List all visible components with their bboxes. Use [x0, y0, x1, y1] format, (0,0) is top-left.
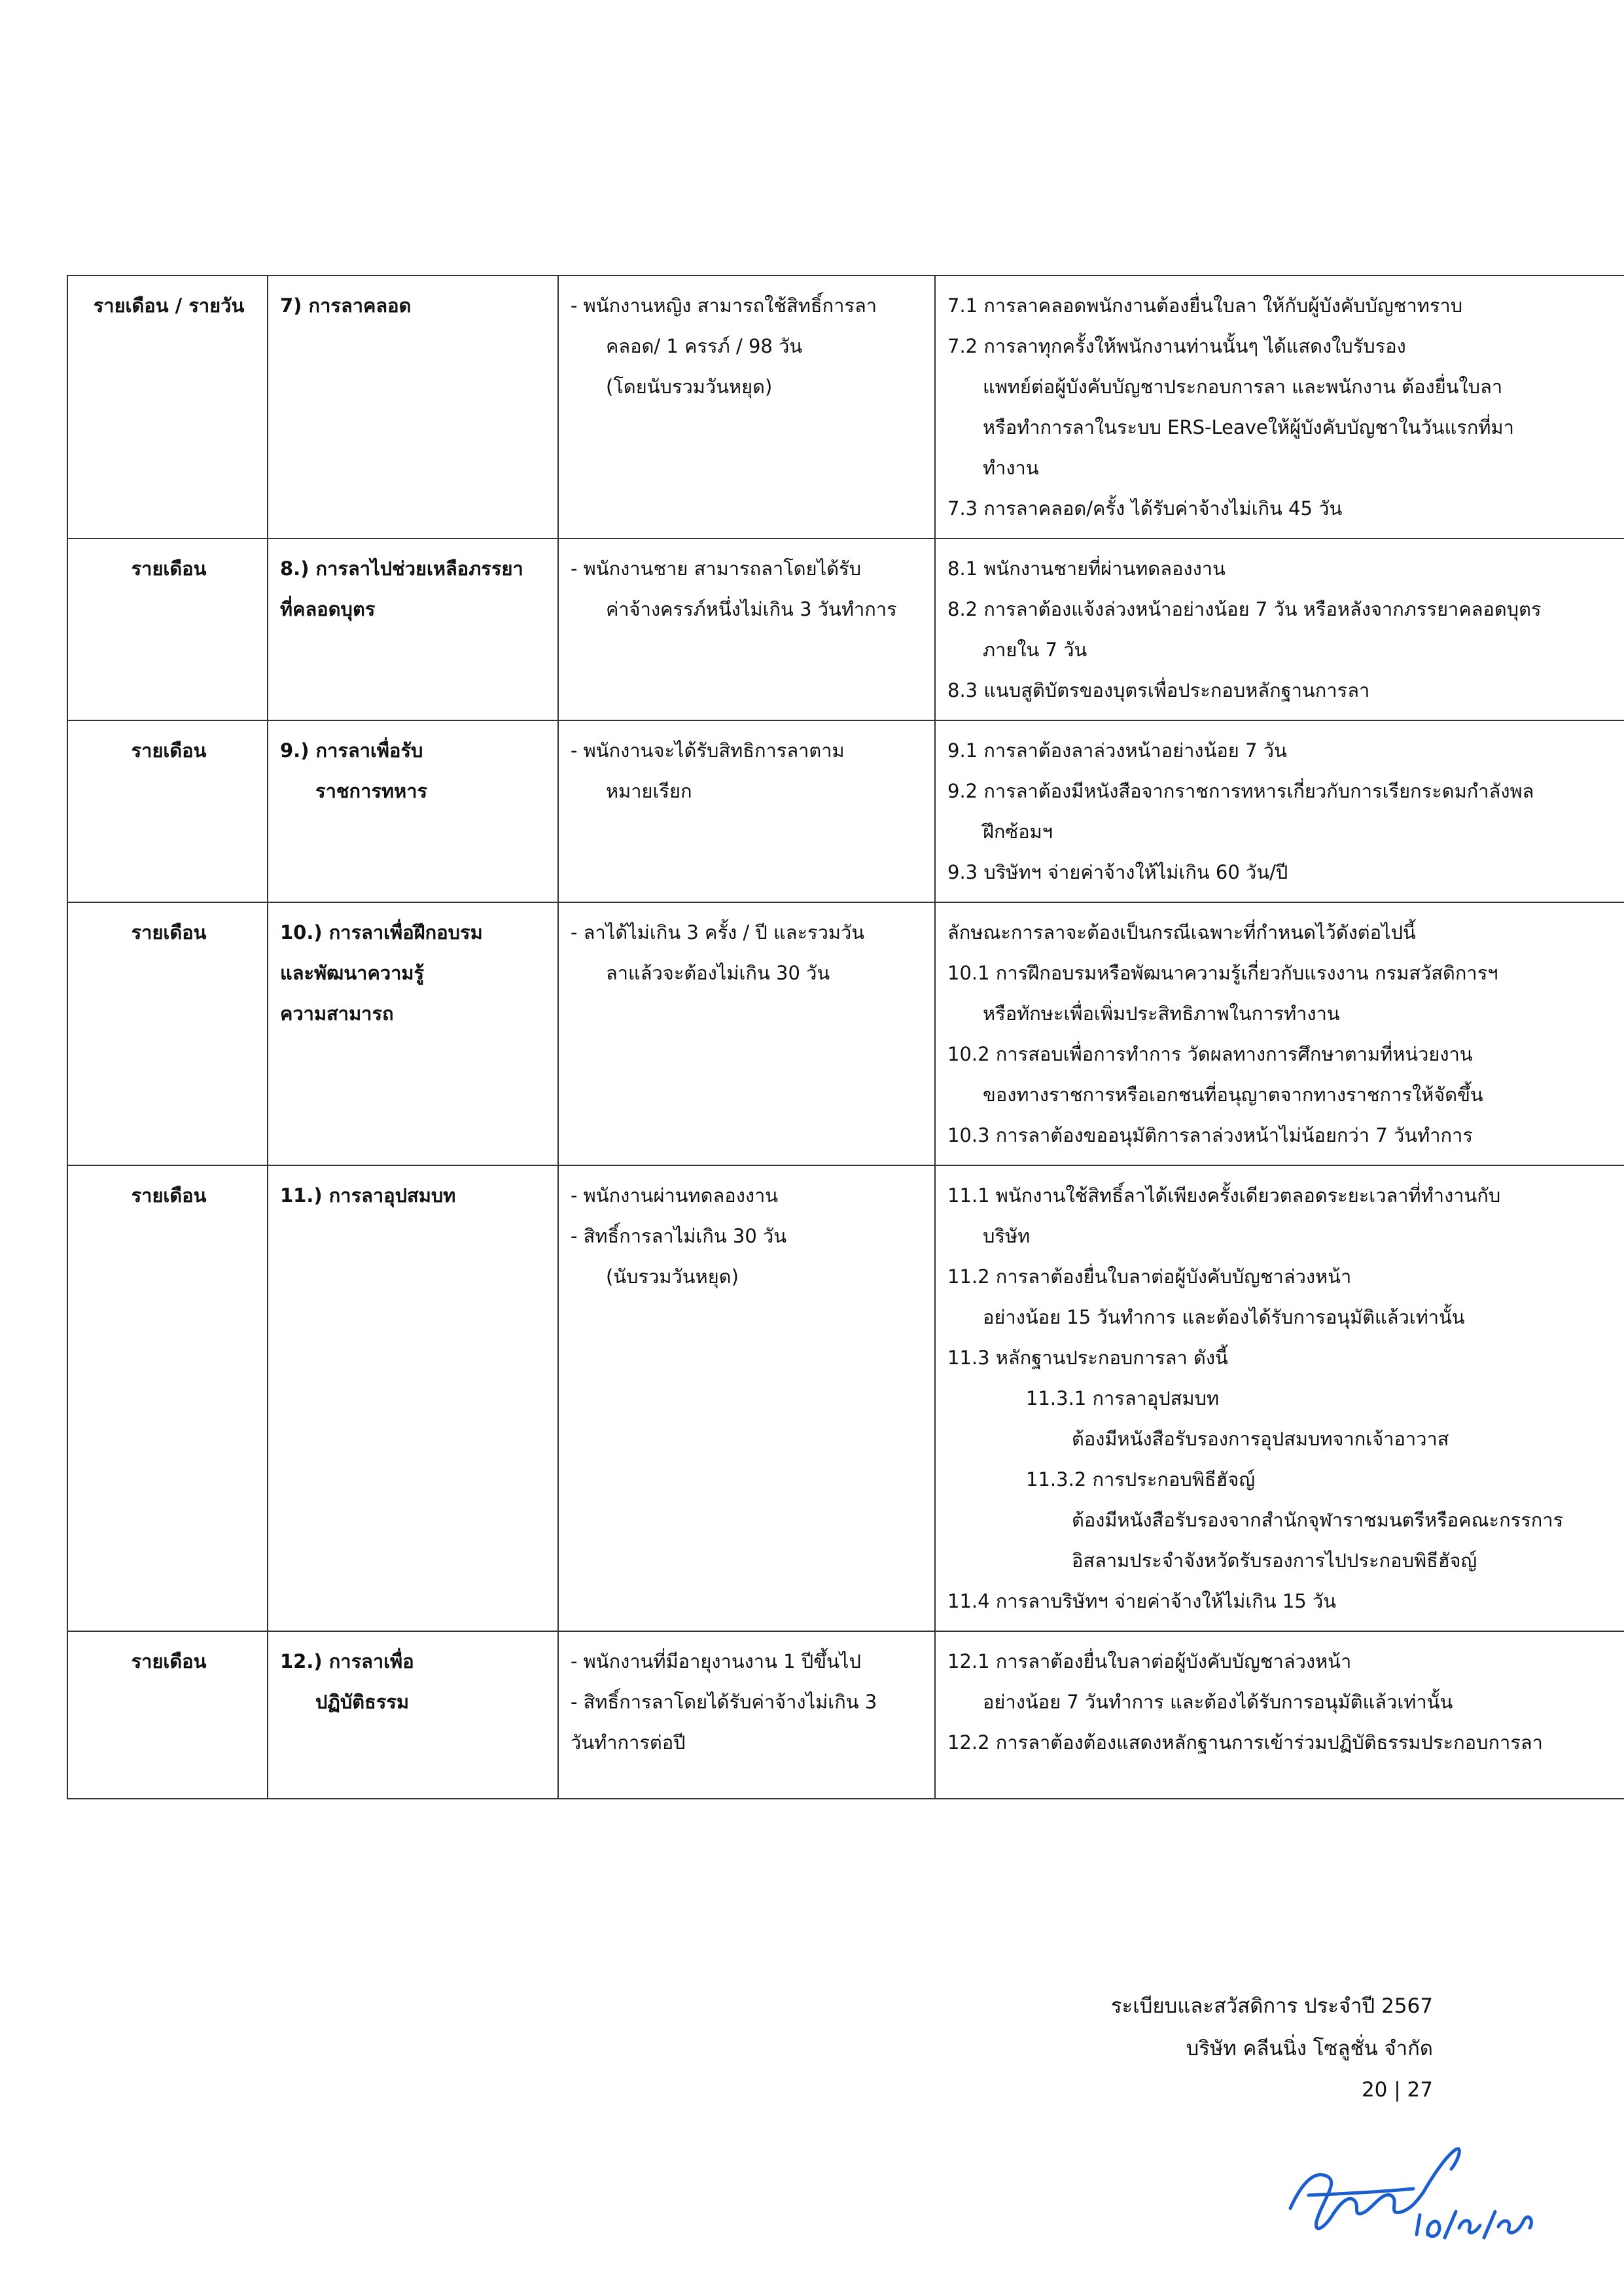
rights-cell — [558, 902, 935, 1165]
rights-line: - พนักงานหญิง สามารถใช้สิทธิ์การลา — [571, 294, 877, 317]
rights-cell — [558, 720, 935, 902]
condition-line: ของทางราชการหรือเอกชนที่อนุญาตจากทางราชการให้จัดขึ้น — [983, 1084, 1483, 1106]
leave-type: 9.) การลาเพื่อรับ — [280, 739, 423, 762]
rights-line: วันทำการต่อปี — [571, 1731, 686, 1754]
condition-line: 8.1 พนักงานชายที่ผ่านทดลองงาน — [947, 557, 1226, 580]
condition-line: 8.3 แนบสูติบัตรของบุตรเพื่อประกอบหลักฐานการลา — [947, 679, 1370, 701]
leave-type: ปฏิบัติธรรม — [315, 1691, 410, 1713]
table-row — [67, 720, 1624, 902]
condition-line: บริษัท — [983, 1225, 1031, 1247]
pay-type-cell — [67, 275, 268, 539]
condition-line: 9.1 การลาต้องลาล่วงหน้าอย่างน้อย 7 วัน — [947, 739, 1287, 762]
conditions-cell — [935, 275, 1624, 539]
rights-line: - สิทธิ์การลาโดยได้รับค่าจ้างไม่เกิน 3 — [571, 1691, 877, 1713]
condition-line: ทำงาน — [983, 457, 1039, 479]
pay-type: รายเดือน — [131, 1650, 207, 1672]
rights-line: - พนักงานผ่านทดลองงาน — [571, 1184, 779, 1207]
leave-type-cell — [268, 275, 558, 539]
conditions-cell — [935, 902, 1624, 1165]
leave-type: 11.) การลาอุปสมบท — [280, 1184, 456, 1207]
leave-policy-table — [67, 275, 1624, 1799]
condition-line: 10.3 การลาต้องขออนุมัติการลาล่วงหน้าไม่น้อยกว่า 7 วันทำการ — [947, 1124, 1473, 1146]
leave-type: 7) การลาคลอด — [280, 294, 412, 317]
table-row — [67, 275, 1624, 539]
leave-type: ราชการทหาร — [315, 780, 428, 802]
rights-line: (โดยนับรวมวันหยุด) — [606, 376, 773, 398]
pay-type: รายเดือน — [131, 921, 207, 944]
condition-line: 11.4 การลาบริษัทฯ จ่ายค่าจ้างให้ไม่เกิน 15 วัน — [947, 1590, 1337, 1612]
pay-type: รายเดือน / รายวัน — [93, 294, 245, 317]
rights-line: - ลาได้ไม่เกิน 3 ครั้ง / ปี และรวมวัน — [571, 921, 865, 944]
table-row — [67, 902, 1624, 1165]
condition-line: 11.2 การลาต้องยื่นใบลาต่อผู้บังคับบัญชาล่วงหน้า — [947, 1265, 1352, 1288]
table-row — [67, 1165, 1624, 1631]
rights-cell — [558, 1165, 935, 1631]
pay-type: รายเดือน — [131, 557, 207, 580]
pay-type: รายเดือน — [131, 739, 207, 762]
rights-line: - พนักงานชาย สามารถลาโดยได้รับ — [571, 557, 862, 580]
pay-type-cell — [67, 1631, 268, 1799]
condition-line: 7.3 การลาคลอด/ครั้ง ได้รับค่าจ้างไม่เกิน 45 วัน — [947, 497, 1343, 520]
condition-line: 11.3.2 การประกอบพิธีฮัจญ์ — [1026, 1468, 1256, 1491]
footer-company: บริษัท คลีนนิ่ง โซลูชั่น จำกัด — [1186, 2037, 1433, 2060]
pay-type-cell — [67, 902, 268, 1165]
condition-line: 7.1 การลาคลอดพนักงานต้องยื่นใบลา ให้กับผู้บังคับบัญชาทราบ — [947, 294, 1463, 317]
condition-line: 11.3.1 การลาอุปสมบท — [1026, 1387, 1220, 1409]
condition-line: อิสลามประจำจังหวัดรับรองการไปประกอบพิธีฮัจญ์ — [1072, 1549, 1477, 1572]
leave-type: 8.) การลาไปช่วยเหลือภรรยา — [280, 557, 523, 580]
condition-line: 11.1 พนักงานใช้สิทธิ์ลาได้เพียงครั้งเดียวตลอดระยะเวลาที่ทำงานกับ — [947, 1184, 1501, 1207]
condition-line: 7.2 การลาทุกครั้งให้พนักงานท่านนั้นๆ ได้แสดงใบรับรอง — [947, 335, 1406, 357]
pay-type-cell — [67, 539, 268, 720]
leave-type-cell — [268, 902, 558, 1165]
rights-line: ค่าจ้างครรภ์หนึ่งไม่เกิน 3 วันทำการ — [606, 598, 897, 620]
rights-cell — [558, 275, 935, 539]
condition-line: อย่างน้อย 15 วันทำการ และต้องได้รับการอนุมัติแล้วเท่านั้น — [983, 1306, 1465, 1328]
condition-line: ภายใน 7 วัน — [983, 639, 1087, 661]
leave-type-cell — [268, 720, 558, 902]
condition-line: ต้องมีหนังสือรับรองการอุปสมบทจากเจ้าอาวาส — [1072, 1428, 1449, 1450]
condition-line: 8.2 การลาต้องแจ้งล่วงหน้าอย่างน้อย 7 วัน หรือหลังจากภรรยาคลอดบุตร — [947, 598, 1542, 620]
rights-line: - สิทธิ์การลาไม่เกิน 30 วัน — [571, 1225, 787, 1247]
leave-type: ความสามารถ — [280, 1002, 394, 1025]
rights-line: - พนักงานจะได้รับสิทธิการลาตาม — [571, 739, 845, 762]
condition-line: 12.2 การลาต้องต้องแสดงหลักฐานการเข้าร่วมปฏิบัติธรรมประกอบการลา — [947, 1731, 1543, 1754]
condition-line: 11.3 หลักฐานประกอบการลา ดังนี้ — [947, 1347, 1228, 1369]
pay-type: รายเดือน — [131, 1184, 207, 1207]
conditions-cell — [935, 1165, 1624, 1631]
rights-line: หมายเรียก — [606, 780, 692, 802]
table-row — [67, 539, 1624, 720]
rights-line: ลาแล้วจะต้องไม่เกิน 30 วัน — [606, 962, 830, 984]
rights-line: - พนักงานที่มีอายุงานงาน 1 ปีขึ้นไป — [571, 1650, 861, 1672]
condition-line: 9.3 บริษัทฯ จ่ายค่าจ้างให้ไม่เกิน 60 วัน/ปี — [947, 861, 1288, 883]
condition-line: 9.2 การลาต้องมีหนังสือจากราชการทหารเกี่ยวกับการเรียกระดมกำลังพล — [947, 780, 1534, 802]
leave-type-cell — [268, 539, 558, 720]
leave-type: 12.) การลาเพื่อ — [280, 1650, 414, 1672]
footer-title: ระเบียบและสวัสดิการ ประจำปี 2567 — [1110, 1994, 1433, 2018]
condition-line: ต้องมีหนังสือรับรองจากสำนักจุฬาราชมนตรีหรือคณะกรรการ — [1072, 1509, 1564, 1531]
condition-line: ฝึกซ้อมฯ — [983, 821, 1053, 843]
leave-type-cell — [268, 1165, 558, 1631]
pay-type-cell — [67, 1165, 268, 1631]
handwritten-signature — [1276, 2130, 1551, 2261]
conditions-cell — [935, 539, 1624, 720]
rights-cell — [558, 1631, 935, 1799]
rights-cell — [558, 539, 935, 720]
rights-line: (นับรวมวันหยุด) — [606, 1265, 739, 1288]
condition-line: 12.1 การลาต้องยื่นใบลาต่อผู้บังคับบัญชาล่วงหน้า — [947, 1650, 1352, 1672]
condition-line: ลักษณะการลาจะต้องเป็นกรณีเฉพาะที่กำหนดไว้ดังต่อไปนี้ — [947, 921, 1416, 944]
conditions-cell — [935, 720, 1624, 902]
pay-type-cell — [67, 720, 268, 902]
leave-type-cell — [268, 1631, 558, 1799]
condition-line: 10.1 การฝึกอบรมหรือพัฒนาความรู้เกี่ยวกับแรงงาน กรมสวัสดิการฯ — [947, 962, 1498, 984]
condition-line: แพทย์ต่อผู้บังคับบัญชาประกอบการลา และพนักงาน ต้องยื่นใบลา — [983, 376, 1503, 398]
leave-type: 10.) การลาเพื่อฝึกอบรม — [280, 921, 483, 944]
table-row — [67, 1631, 1624, 1799]
conditions-cell — [935, 1631, 1624, 1799]
leave-type: ที่คลอดบุตร — [280, 598, 376, 620]
condition-line: อย่างน้อย 7 วันทำการ และต้องได้รับการอนุมัติแล้วเท่านั้น — [983, 1691, 1453, 1713]
rights-line: คลอด/ 1 ครรภ์ / 98 วัน — [606, 335, 803, 357]
leave-type: และพัฒนาความรู้ — [280, 962, 425, 984]
page-number: 20 | 27 — [1361, 2078, 1433, 2102]
condition-line: หรือทำการลาในระบบ ERS-Leaveให้ผู้บังคับบัญชาในวันแรกที่มา — [983, 416, 1514, 438]
condition-line: 10.2 การสอบเพื่อการทำการ วัดผลทางการศึกษาตามที่หน่วยงาน — [947, 1043, 1473, 1065]
condition-line: หรือทักษะเพื่อเพิ่มประสิทธิภาพในการทำงาน — [983, 1002, 1340, 1025]
